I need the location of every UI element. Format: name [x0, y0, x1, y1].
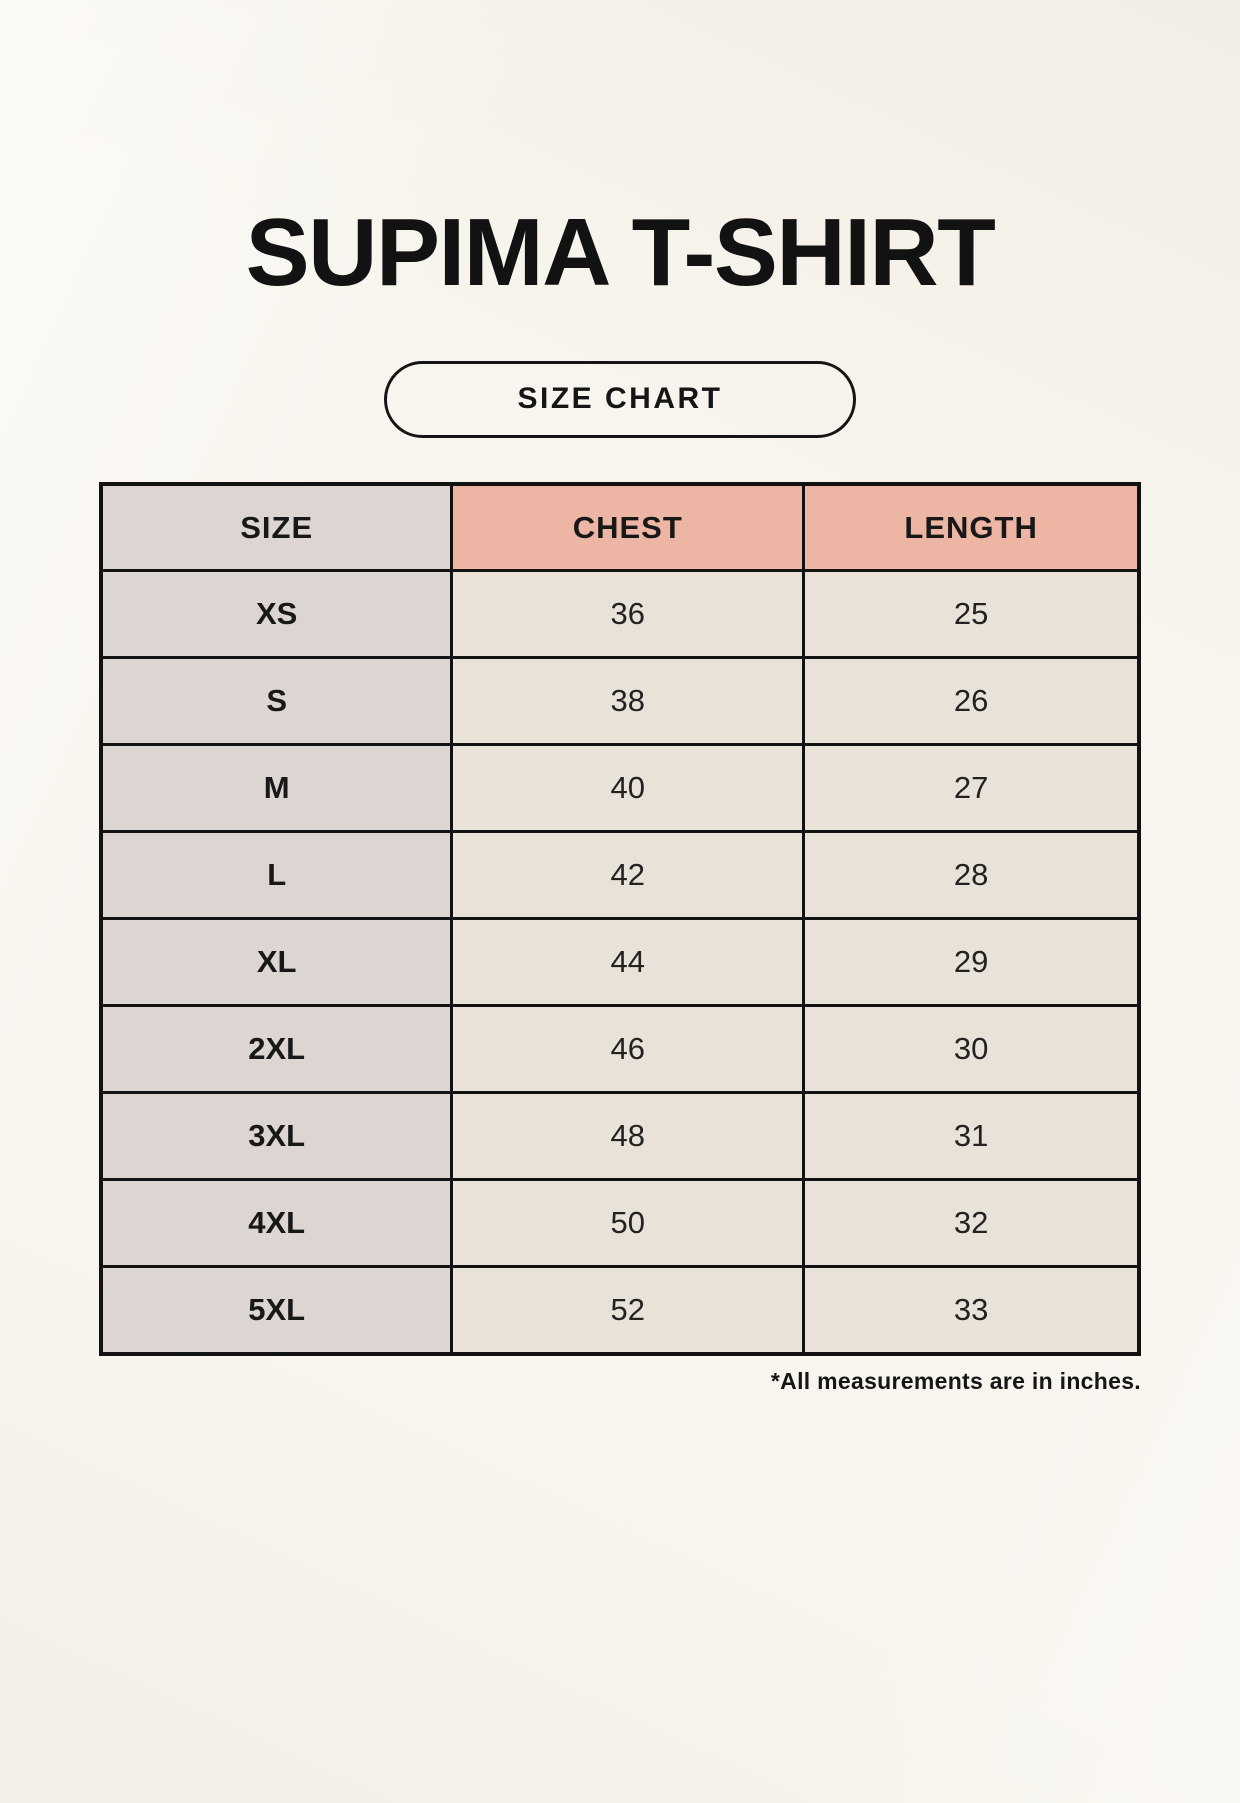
measurements-footnote: *All measurements are in inches. — [770, 1367, 1141, 1394]
size-cell: M — [101, 745, 452, 832]
column-header-size: SIZE — [101, 484, 452, 571]
size-cell: S — [101, 658, 452, 745]
chest-cell: 38 — [452, 658, 804, 745]
table-row — [101, 832, 1139, 919]
table-row — [101, 1180, 1139, 1267]
table-row — [101, 745, 1139, 832]
chest-cell: 36 — [452, 571, 804, 658]
length-cell: 27 — [804, 745, 1139, 832]
chest-cell: 50 — [452, 1180, 804, 1267]
table-row — [101, 658, 1139, 745]
table-row — [101, 1093, 1139, 1180]
chest-cell: 42 — [452, 832, 804, 919]
size-cell: 3XL — [101, 1093, 452, 1180]
size-chart-badge-label: SIZE CHART — [517, 382, 723, 416]
table-row — [101, 919, 1139, 1006]
length-cell: 29 — [804, 919, 1139, 1006]
table-row — [101, 571, 1139, 658]
length-cell: 26 — [804, 658, 1139, 745]
chest-cell: 52 — [452, 1267, 804, 1354]
table-row — [101, 1006, 1139, 1093]
length-cell: 28 — [804, 832, 1139, 919]
size-cell: 2XL — [101, 1006, 452, 1093]
length-cell: 25 — [804, 571, 1139, 658]
size-cell: 5XL — [101, 1267, 452, 1354]
column-header-length: LENGTH — [804, 484, 1139, 571]
size-cell: XS — [101, 571, 452, 658]
chest-cell: 48 — [452, 1093, 804, 1180]
column-header-chest: CHEST — [452, 484, 804, 571]
length-cell: 31 — [804, 1093, 1139, 1180]
length-cell: 30 — [804, 1006, 1139, 1093]
size-cell: L — [101, 832, 452, 919]
size-chart-badge — [384, 361, 856, 438]
size-chart-table — [99, 482, 1141, 1356]
chest-cell: 40 — [452, 745, 804, 832]
size-cell: XL — [101, 919, 452, 1006]
size-cell: 4XL — [101, 1180, 452, 1267]
chest-cell: 46 — [452, 1006, 804, 1093]
length-cell: 33 — [804, 1267, 1139, 1354]
table-row — [101, 1267, 1139, 1354]
size-chart-table-container — [99, 482, 1141, 1395]
page-title: SUPIMA T-SHIRT — [245, 199, 995, 306]
chest-cell: 44 — [452, 919, 804, 1006]
length-cell: 32 — [804, 1180, 1139, 1267]
table-header-row — [101, 484, 1139, 571]
